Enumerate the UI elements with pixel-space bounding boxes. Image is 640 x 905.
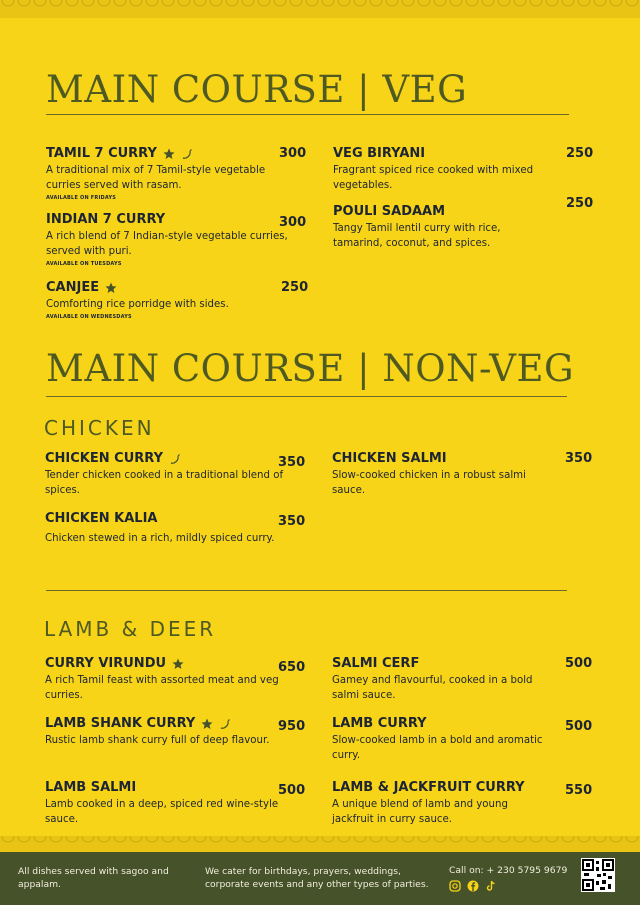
menu-item — [45, 451, 295, 498]
item-description: Fragrant spiced rice cooked with mixed vegetables. — [333, 165, 534, 191]
item-price: 950 — [278, 719, 306, 734]
catering-note: We cater for birthdays, prayers, weddings, corporate events and any other types of parties. — [205, 866, 429, 890]
item-price: 650 — [278, 660, 306, 675]
facebook-icon[interactable] — [467, 880, 479, 892]
item-price: 300 — [279, 146, 307, 161]
chili-icon — [219, 718, 231, 730]
menu-item — [45, 716, 295, 748]
instagram-icon[interactable] — [449, 880, 461, 892]
star-icon — [172, 658, 184, 670]
phone-number[interactable]: Call on: + 230 5795 9679 — [449, 865, 568, 876]
item-name: POULI SADAAM — [333, 204, 446, 219]
item-description: Chicken stewed in a rich, mildly spiced curry. — [45, 533, 275, 544]
menu-item — [46, 280, 296, 320]
item-name: VEG BIRYANI — [333, 146, 426, 161]
menu-item — [332, 780, 552, 827]
item-name: CHICKEN KALIA — [45, 511, 158, 526]
item-description: A rich Tamil feast with assorted meat and veg curries. — [45, 675, 279, 701]
item-name: CHICKEN SALMI — [332, 451, 447, 466]
menu-item — [333, 146, 553, 193]
item-description: A rich blend of 7 Indian-style vegetable curries, served with puri. — [46, 231, 288, 257]
item-name: CURRY VIRUNDU — [45, 656, 167, 671]
item-price: 500 — [565, 719, 593, 734]
divider — [46, 396, 567, 397]
item-description: Slow-cooked chicken in a robust salmi sauce. — [332, 470, 526, 496]
social-links — [449, 880, 497, 892]
item-description: Rustic lamb shank curry full of deep flavour. — [45, 735, 270, 746]
decorative-border-bottom — [0, 836, 640, 852]
veg-heading: MAIN COURSE | VEG — [46, 68, 468, 111]
served-note: All dishes served with sagoo and appalam. — [18, 866, 169, 890]
menu-item — [45, 656, 295, 703]
item-name: LAMB SHANK CURRY — [45, 716, 196, 731]
item-description: Tangy Tamil lentil curry with rice, tamarind, coconut, and spices. — [333, 223, 501, 249]
item-name: LAMB SALMI — [45, 780, 137, 795]
star-icon — [201, 718, 213, 730]
item-description: Comforting rice porridge with sides. — [46, 299, 229, 310]
item-price: 250 — [566, 146, 594, 161]
item-name: INDIAN 7 CURRY — [46, 212, 166, 227]
menu-item — [46, 146, 296, 201]
item-name: TAMIL 7 CURRY — [46, 146, 157, 161]
footer — [0, 852, 640, 905]
item-description: A traditional mix of 7 Tamil-style vegetable curries served with rasam. — [46, 165, 266, 191]
decorative-border-top — [0, 0, 640, 18]
menu-item — [332, 716, 552, 763]
menu-item — [46, 212, 296, 267]
availability-note: AVAILABLE ON WEDNESDAYS — [46, 314, 132, 320]
item-description: Gamey and flavourful, cooked in a bold salmi sauce. — [332, 675, 533, 701]
item-price: 550 — [565, 783, 593, 798]
item-price: 300 — [279, 215, 307, 230]
divider — [46, 590, 567, 591]
chili-icon — [169, 453, 181, 465]
item-name: CHICKEN CURRY — [45, 451, 163, 466]
divider — [46, 114, 569, 115]
menu-item — [45, 511, 295, 546]
item-price: 250 — [566, 196, 594, 211]
item-description: Tender chicken cooked in a traditional blend of spices. — [45, 470, 284, 496]
menu-item — [333, 204, 553, 251]
menu-item — [45, 780, 295, 827]
star-icon — [105, 282, 117, 294]
item-name: LAMB & JACKFRUIT CURRY — [332, 780, 525, 795]
item-description: Slow-cooked lamb in a bold and aromatic curry. — [332, 735, 543, 761]
lamb-subheading: LAMB & DEER — [44, 617, 217, 641]
tiktok-icon[interactable] — [485, 880, 497, 892]
item-description: A unique blend of lamb and young jackfruit in curry sauce. — [332, 799, 508, 825]
item-price: 350 — [278, 514, 306, 529]
item-price: 500 — [278, 783, 306, 798]
nonveg-heading: MAIN COURSE | NON-VEG — [46, 347, 575, 390]
item-price: 250 — [281, 280, 309, 295]
star-icon — [163, 148, 175, 160]
availability-note: AVAILABLE ON TUESDAYS — [46, 261, 122, 267]
chicken-subheading: CHICKEN — [44, 416, 155, 440]
availability-note: AVAILABLE ON FRIDAYS — [46, 195, 117, 201]
qr-code[interactable] — [581, 858, 615, 892]
menu-item — [332, 656, 552, 703]
chili-icon — [181, 148, 193, 160]
item-price: 350 — [278, 455, 306, 470]
menu-item — [332, 451, 552, 498]
item-description: Lamb cooked in a deep, spiced red wine-style sauce. — [45, 799, 279, 825]
item-name: SALMI CERF — [332, 656, 420, 671]
item-name: LAMB CURRY — [332, 716, 427, 731]
item-price: 350 — [565, 451, 593, 466]
item-price: 500 — [565, 656, 593, 671]
item-name: CANJEE — [46, 280, 100, 295]
